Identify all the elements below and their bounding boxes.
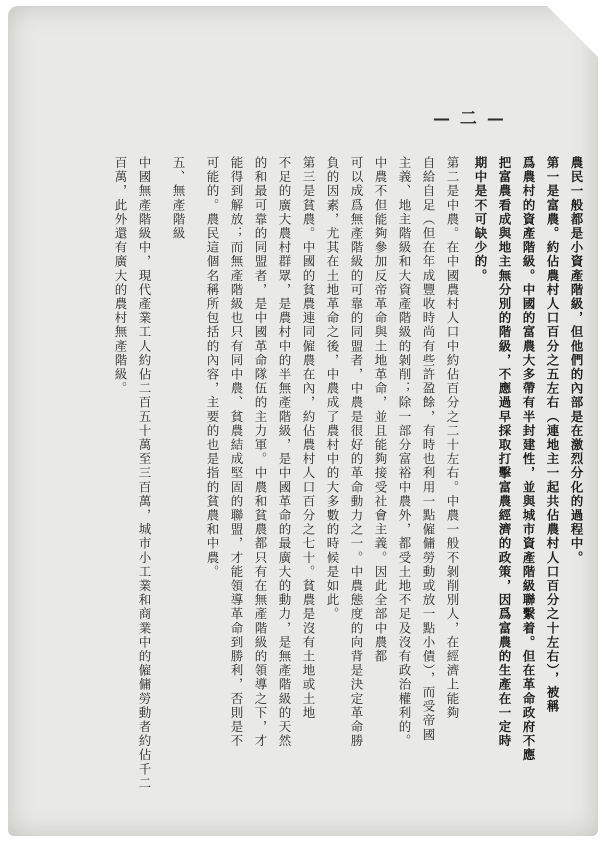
text-line: 可以成爲無產階級的可靠的同盟者，中農是很好的革命動力之一。中農態度的向背是決定革命勝 xyxy=(349,156,364,749)
text-line: 把富農看成與地主無分別的階級，不應過早採取打擊富農經濟的政策，因爲富農的生產在一定時 xyxy=(497,156,512,749)
text-line: 第三是貧農。中國的貧農連同僱農在內，約佔農村人口百分之七十。貧農是沒有土地或土地 xyxy=(301,156,316,720)
text-line: 主義、地主階級和大資產階級的剝削；除一部分富裕中農外，都受土地不足及沒有政治權利的。 xyxy=(397,156,412,749)
text-line: 能得到解放；而無產階級也只有同中農、貧農結成堅固的聯盟，才能領導革命到勝利，否則是不 xyxy=(229,156,244,749)
body-text xyxy=(113,156,586,816)
section-heading: 五、無產階級 xyxy=(171,156,186,241)
text-line: 自給自足（但在年成豐收時尚有些許盈餘，有時也利用一點僱傭勞動或放一點小債），而受帝國 xyxy=(421,156,436,742)
torn-corner xyxy=(538,6,598,66)
text-line: 可能的。農民這個名稱所包括的內容，主要的也是指的貧農和中農。 xyxy=(205,156,220,579)
text-line: 中國無產階級中，現代產業工人約佔二百五十萬至三百萬，城市小工業和商業中的僱傭勞動者約佔千二 xyxy=(137,156,152,791)
text-line: 的和最可靠的同盟者，是中國革命隊伍的主力軍。中農和貧農都只有在無產階級的領導之下，才 xyxy=(253,156,268,749)
text-line: 第一是富農。約佔農村人口百分之五左右（連地主一起共佔農村人口百分之十左右），被稱 xyxy=(545,156,560,714)
text-line: 中農不但能夠參加反帝革命與土地革命，並且能夠接受社會主義。因此全部中農都 xyxy=(373,156,388,664)
text-line: 爲農村的資產階級。中國的富農大多帶有半封建性，並與城市資產階級聯繫着。但在革命政府不應 xyxy=(521,156,536,763)
text-line: 第二是中農。在中國農村人口中約佔百分之二十左右。中農一般不剝削別人，在經濟上能夠 xyxy=(445,156,460,720)
text-line: 不足的廣大農村群眾，是農村中的半無產階級，是中國革命的最廣大的動力，是無產階級的天然 xyxy=(277,156,292,749)
text-line: 負的因素，尤其在土地革命之後，中農成了農村中的大多數的時候是如此。 xyxy=(325,156,340,622)
text-line: 百萬，此外還有廣大的農村無產階級。 xyxy=(113,156,128,396)
text-line: 期中是不可缺少的。 xyxy=(473,156,488,283)
text-line: 農民一般都是小資產階級，但他們的內部是在激烈分化的過程中。 xyxy=(569,156,584,565)
page-sheet xyxy=(8,6,598,836)
page-number: — 二 — xyxy=(433,109,506,129)
